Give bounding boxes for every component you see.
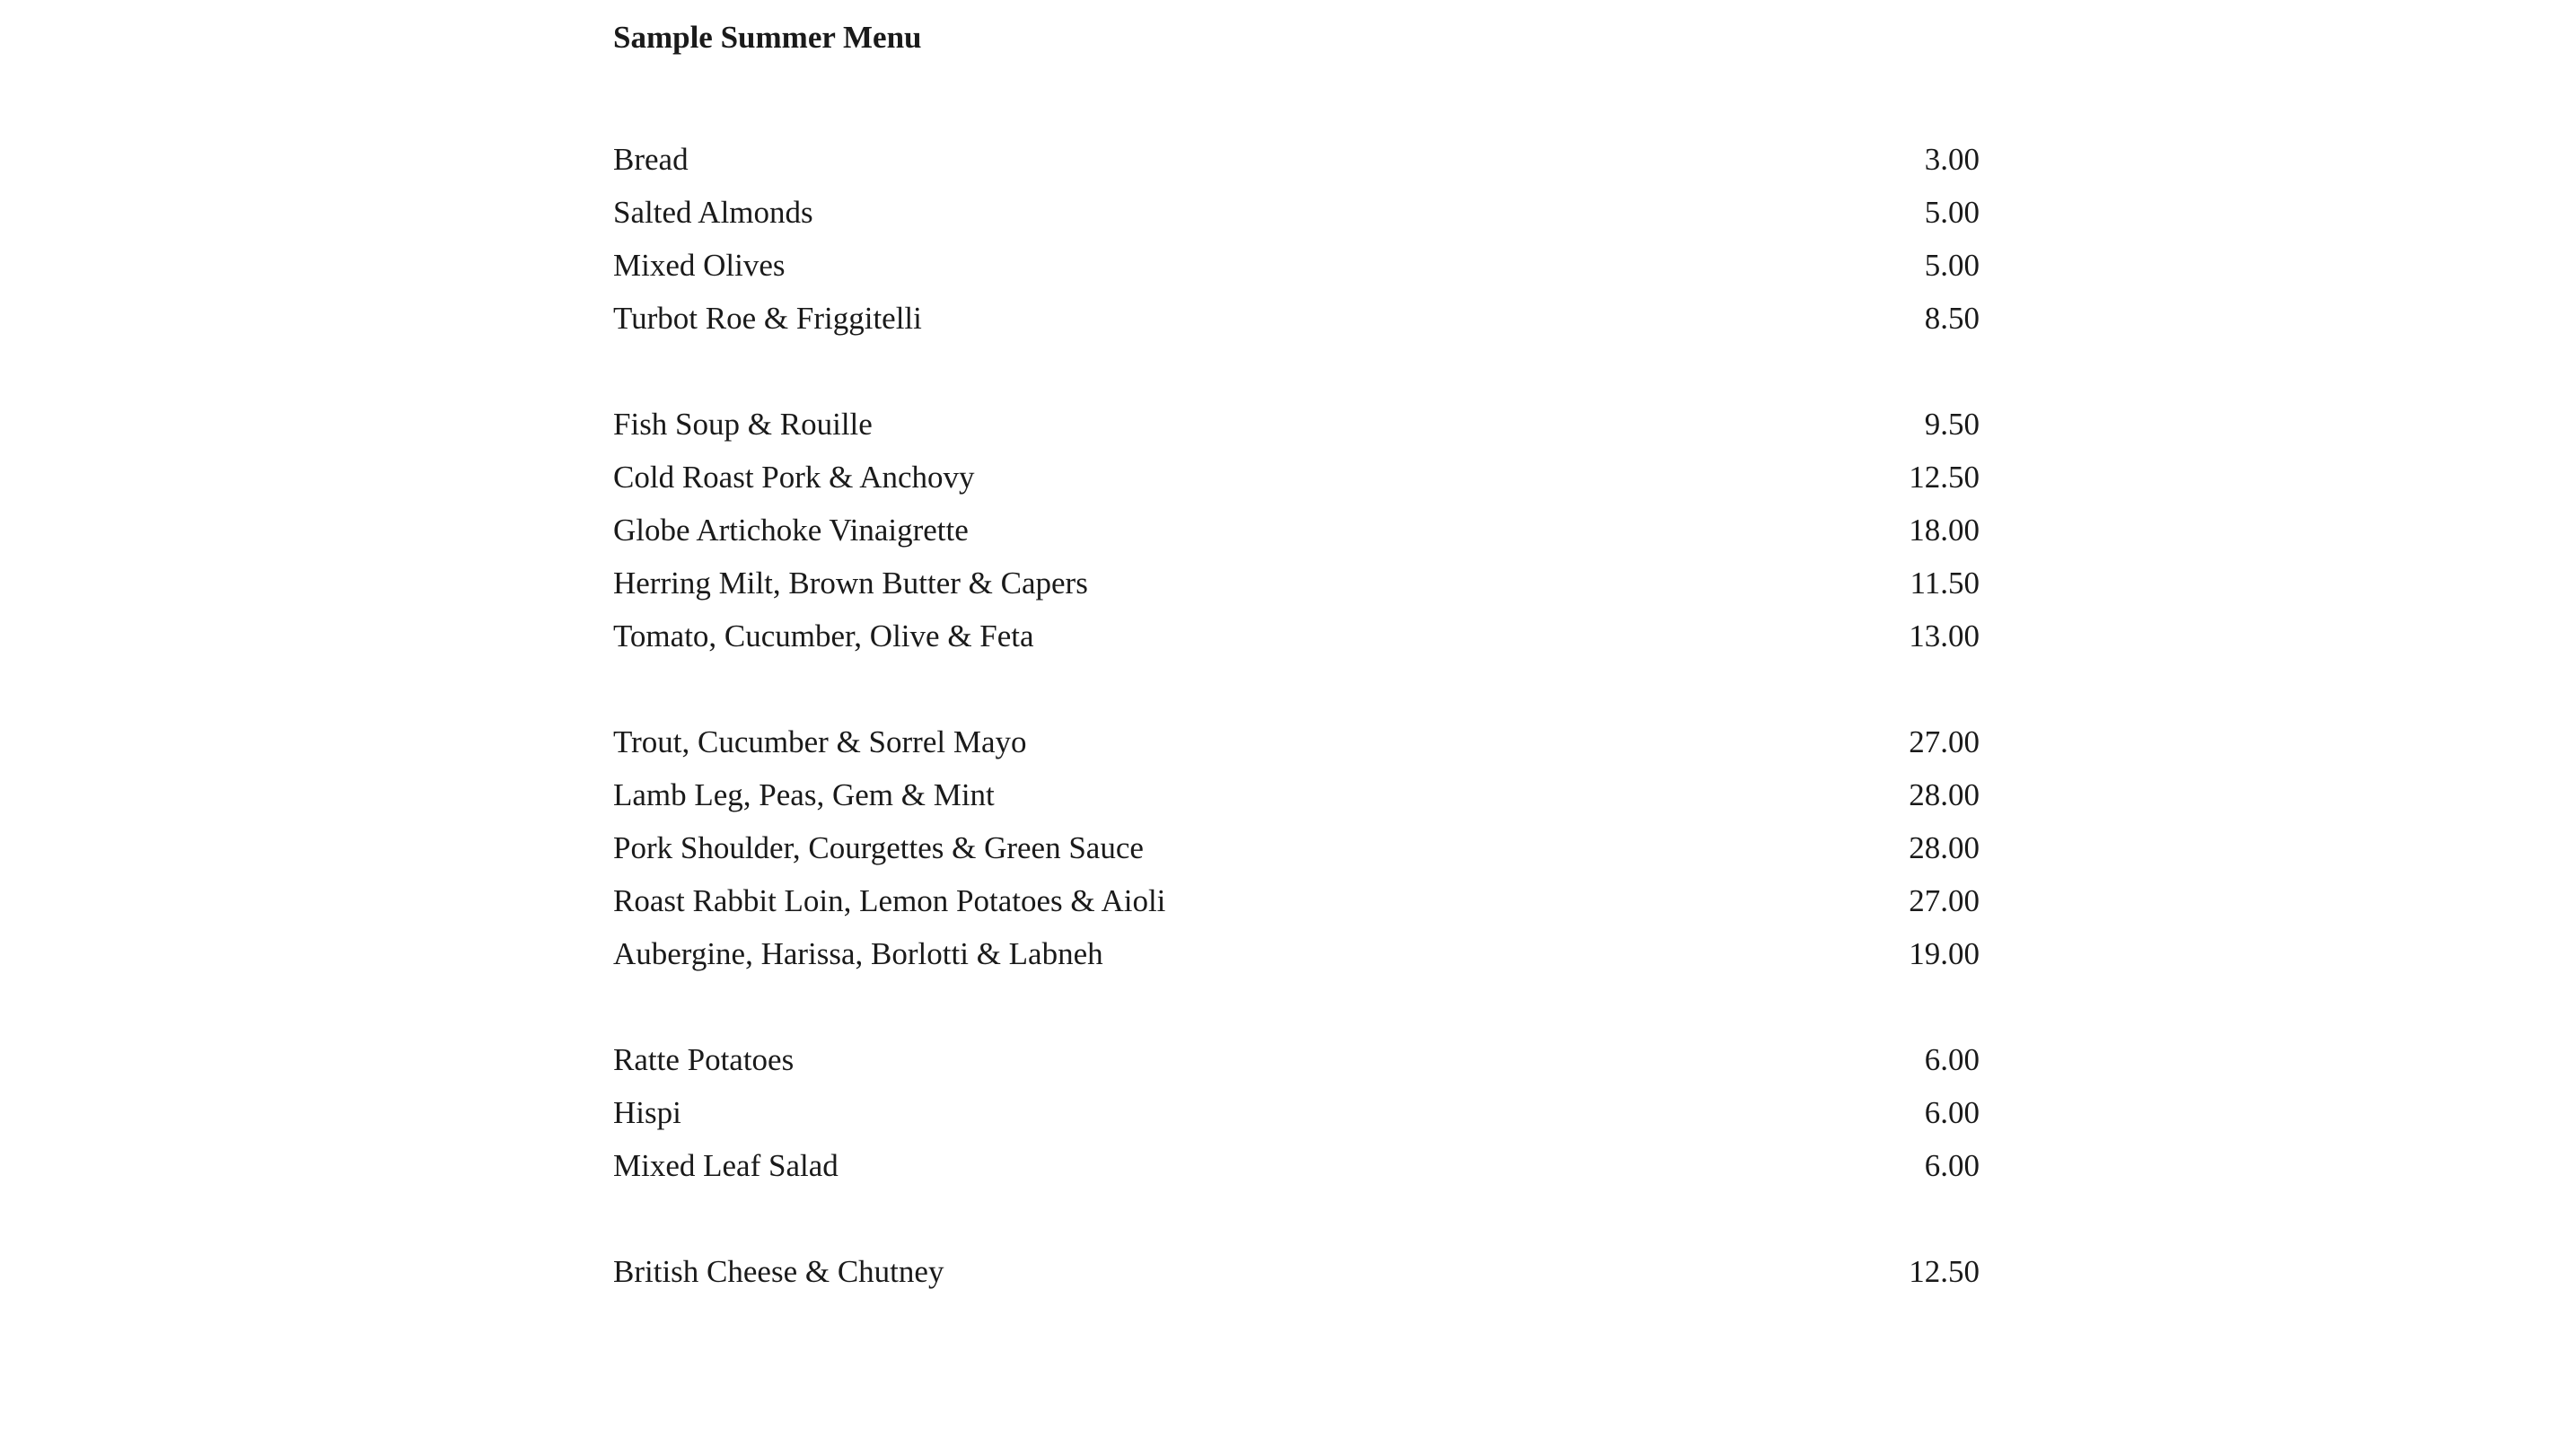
menu-section bbox=[613, 135, 1980, 346]
menu-section bbox=[613, 717, 1980, 982]
item-price: 6.00 bbox=[1924, 1148, 1980, 1183]
item-name: Mixed Olives bbox=[613, 248, 786, 283]
item-name: Salted Almonds bbox=[613, 195, 813, 230]
menu-item bbox=[613, 1247, 1980, 1300]
menu-item bbox=[613, 929, 1980, 982]
item-name: Globe Artichoke Vinaigrette bbox=[613, 513, 969, 548]
item-price: 19.00 bbox=[1909, 936, 1980, 971]
menu-item bbox=[613, 876, 1980, 929]
item-price: 5.00 bbox=[1924, 195, 1980, 230]
item-price: 27.00 bbox=[1909, 883, 1980, 918]
item-price: 5.00 bbox=[1924, 248, 1980, 283]
item-name: Herring Milt, Brown Butter & Capers bbox=[613, 566, 1088, 601]
item-price: 8.50 bbox=[1924, 301, 1980, 336]
item-price: 28.00 bbox=[1909, 830, 1980, 865]
menu-item bbox=[613, 770, 1980, 823]
item-name: Mixed Leaf Salad bbox=[613, 1148, 839, 1183]
item-name: Trout, Cucumber & Sorrel Mayo bbox=[613, 724, 1027, 759]
item-name: Fish Soup & Rouille bbox=[613, 407, 873, 442]
menu-item bbox=[613, 452, 1980, 505]
item-name: Lamb Leg, Peas, Gem & Mint bbox=[613, 777, 995, 812]
menu-section bbox=[613, 399, 1980, 664]
item-name: Cold Roast Pork & Anchovy bbox=[613, 460, 975, 495]
menu-item bbox=[613, 1035, 1980, 1088]
item-name: Pork Shoulder, Courgettes & Green Sauce bbox=[613, 830, 1144, 865]
menu-item bbox=[613, 717, 1980, 770]
menu-title: Sample Summer Menu bbox=[613, 20, 922, 55]
item-name: Tomato, Cucumber, Olive & Feta bbox=[613, 618, 1034, 653]
item-price: 12.50 bbox=[1909, 460, 1980, 495]
item-price: 13.00 bbox=[1909, 618, 1980, 653]
menu-item bbox=[613, 1141, 1980, 1194]
item-name: Turbot Roe & Friggitelli bbox=[613, 301, 922, 336]
menu-item bbox=[613, 611, 1980, 664]
item-price: 18.00 bbox=[1909, 513, 1980, 548]
menu-body bbox=[613, 135, 1980, 1353]
menu-item bbox=[613, 399, 1980, 452]
menu-item bbox=[613, 505, 1980, 558]
item-name: Bread bbox=[613, 142, 689, 177]
item-price: 28.00 bbox=[1909, 777, 1980, 812]
item-name: Hispi bbox=[613, 1095, 681, 1130]
menu-item bbox=[613, 294, 1980, 346]
item-price: 11.50 bbox=[1910, 566, 1980, 601]
menu-item bbox=[613, 135, 1980, 188]
item-name: British Cheese & Chutney bbox=[613, 1254, 944, 1289]
menu-item bbox=[613, 823, 1980, 876]
item-price: 6.00 bbox=[1924, 1095, 1980, 1130]
menu-section bbox=[613, 1035, 1980, 1194]
item-name: Ratte Potatoes bbox=[613, 1042, 795, 1077]
menu-section bbox=[613, 1247, 1980, 1300]
item-price: 9.50 bbox=[1924, 407, 1980, 442]
item-price: 12.50 bbox=[1909, 1254, 1980, 1289]
menu-item bbox=[613, 558, 1980, 611]
item-price: 6.00 bbox=[1924, 1042, 1980, 1077]
menu-item bbox=[613, 241, 1980, 294]
item-price: 3.00 bbox=[1924, 142, 1980, 177]
menu-item bbox=[613, 188, 1980, 241]
item-name: Aubergine, Harissa, Borlotti & Labneh bbox=[613, 936, 1103, 971]
item-name: Roast Rabbit Loin, Lemon Potatoes & Aioli bbox=[613, 883, 1166, 918]
item-price: 27.00 bbox=[1909, 724, 1980, 759]
menu-item bbox=[613, 1088, 1980, 1141]
